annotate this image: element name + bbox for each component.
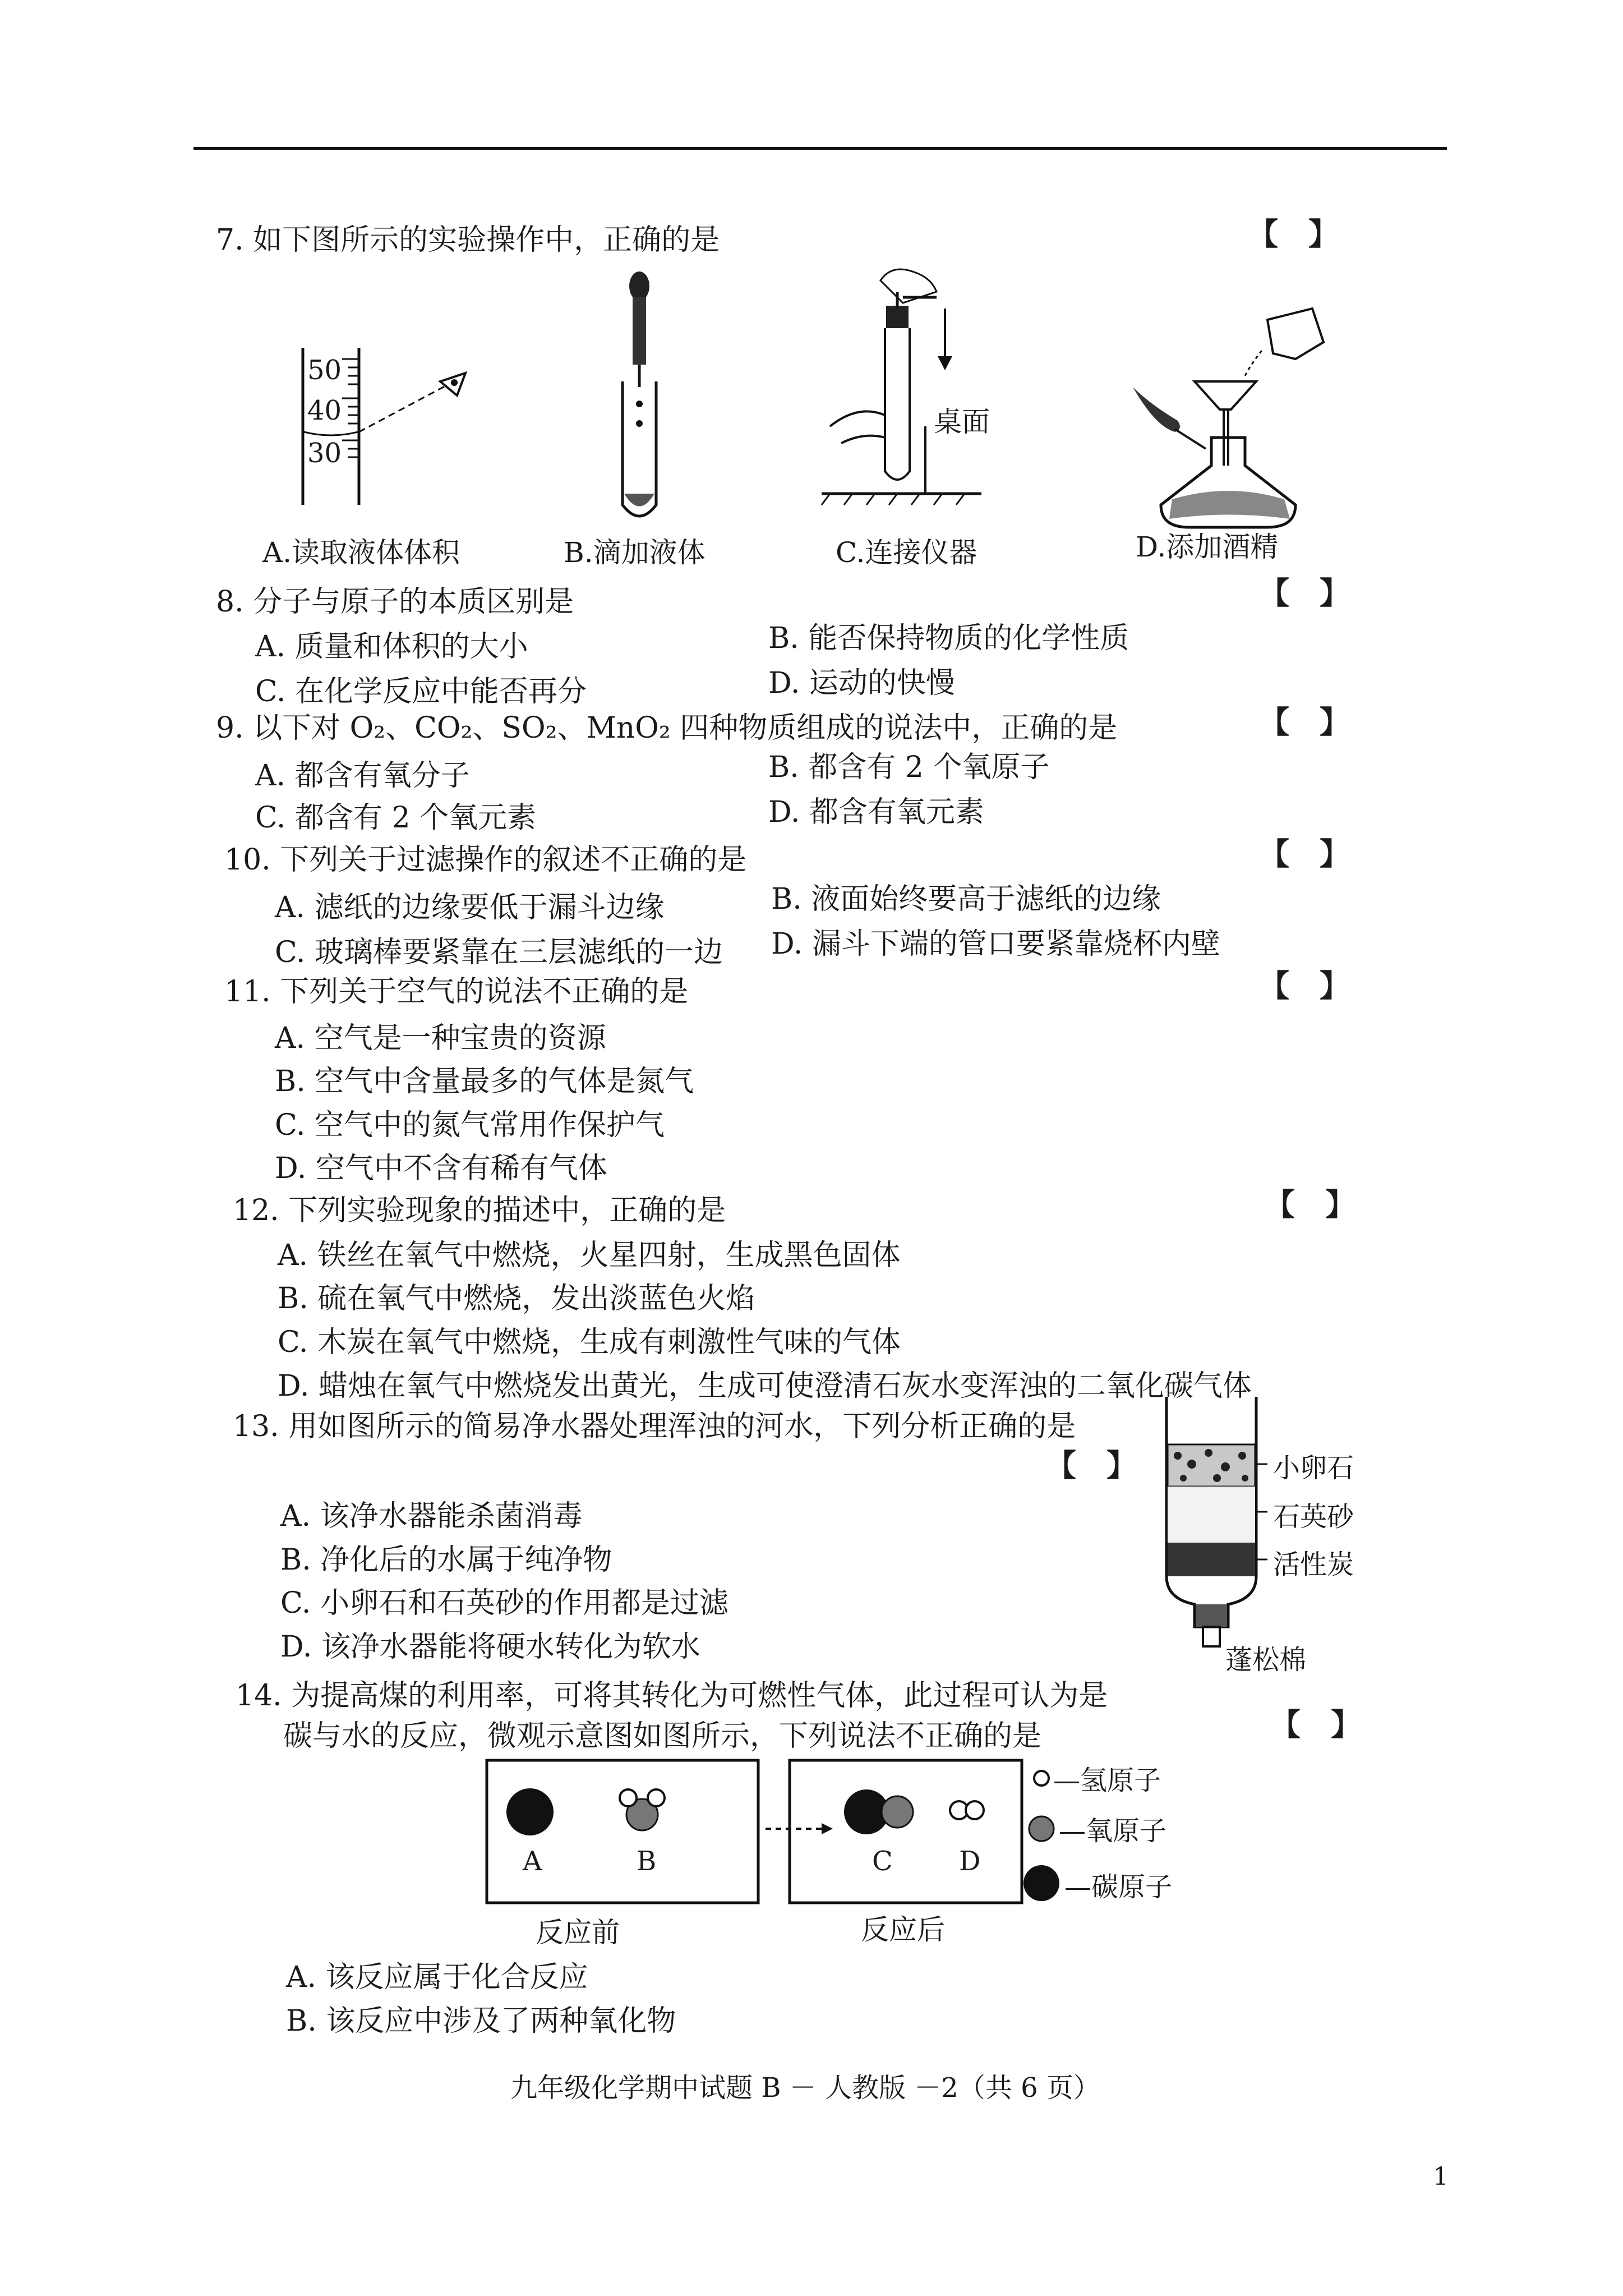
q12-option-b[interactable]: B. 硫在氧气中燃烧，发出淡蓝色火焰 <box>278 1282 755 1315</box>
page-number: 1 <box>1433 2162 1449 2191</box>
q14-option-a[interactable]: A. 该反应属于化合反应 <box>286 1961 588 1994</box>
q10-answer-bracket[interactable]: 【 】 <box>1259 836 1350 872</box>
q7-caption-d: D.添加酒精 <box>1136 531 1279 563</box>
q9-option-a[interactable]: A. 都含有氧分子 <box>255 759 470 793</box>
q14-answer-bracket[interactable]: 【 】 <box>1270 1706 1361 1742</box>
oxygen-atom-icon <box>1027 1815 1055 1843</box>
dropper-test-tube-figure <box>606 269 673 527</box>
purifier-label-quartz-sand: 石英砂 <box>1273 1501 1354 1533</box>
q7-stem: 7. 如下图所示的实验操作中，正确的是 <box>216 223 720 257</box>
q13-option-a[interactable]: A. 该净水器能杀菌消毒 <box>280 1499 583 1533</box>
label-after-reaction: 反应后 <box>861 1913 945 1946</box>
cylinder-mark-40: 40 <box>307 395 342 426</box>
q10-stem: 10. 下列关于过滤操作的叙述不正确的是 <box>224 843 747 877</box>
hydrogen-atom-icon <box>1032 1769 1051 1788</box>
q12-answer-bracket[interactable]: 【 】 <box>1265 1186 1355 1222</box>
q14-stem-line2: 碳与水的反应，微观示意图如图所示，下列说法不正确的是 <box>283 1719 1042 1753</box>
q7-caption-b: B.滴加液体 <box>564 536 706 569</box>
q14-stem-line1: 14. 为提高煤的利用率，可将其转化为可燃性气体，此过程可认为是 <box>236 1679 1108 1713</box>
cylinder-mark-30: 30 <box>307 438 342 469</box>
q10-option-d[interactable]: D. 漏斗下端的管口要紧靠烧杯内壁 <box>771 927 1220 961</box>
q13-option-c[interactable]: C. 小卵石和石英砂的作用都是过滤 <box>280 1586 728 1620</box>
cylinder-mark-50: 50 <box>307 355 342 386</box>
molecule-label-d: D <box>959 1846 981 1877</box>
q13-stem: 13. 用如图所示的简易净水器处理浑浊的河水，下列分析正确的是 <box>233 1410 1076 1443</box>
molecule-label-a: A <box>523 1846 542 1877</box>
molecule-label-c: C <box>872 1846 893 1877</box>
q8-answer-bracket[interactable]: 【 】 <box>1259 575 1350 611</box>
purifier-label-activated-carbon: 活性炭 <box>1273 1549 1354 1580</box>
molecule-label-b: B <box>637 1846 657 1877</box>
legend-oxygen: —氧原子 <box>1059 1815 1167 1847</box>
label-desk: 桌面 <box>934 406 990 438</box>
q12-option-d[interactable]: D. 蜡烛在氧气中燃烧发出黄光，生成可使澄清石灰水变浑浊的二氧化碳气体 <box>278 1369 1252 1403</box>
connect-apparatus-figure <box>819 258 987 527</box>
q11-option-a[interactable]: A. 空气是一种宝贵的资源 <box>275 1022 606 1055</box>
purifier-label-cotton: 蓬松棉 <box>1225 1644 1307 1676</box>
q8-option-d[interactable]: D. 运动的快慢 <box>768 666 955 700</box>
q8-stem: 8. 分子与原子的本质区别是 <box>216 585 574 619</box>
reaction-before-box <box>485 1759 760 1904</box>
q8-option-c[interactable]: C. 在化学反应中能否再分 <box>255 675 587 708</box>
q14-option-b[interactable]: B. 该反应中涉及了两种氧化物 <box>286 2004 676 2038</box>
alcohol-lamp-figure <box>1127 297 1340 539</box>
label-before-reaction: 反应前 <box>536 1916 620 1949</box>
q12-option-a[interactable]: A. 铁丝在氧气中燃烧，火星四射，生成黑色固体 <box>278 1239 901 1272</box>
q10-option-b[interactable]: B. 液面始终要高于滤纸的边缘 <box>771 882 1161 916</box>
q11-option-c[interactable]: C. 空气中的氮气常用作保护气 <box>275 1108 665 1142</box>
carbon-atom-icon <box>1022 1864 1061 1903</box>
q8-option-b[interactable]: B. 能否保持物质的化学性质 <box>768 622 1129 655</box>
q13-option-b[interactable]: B. 净化后的水属于纯净物 <box>280 1543 612 1577</box>
purifier-label-pebbles: 小卵石 <box>1273 1452 1354 1484</box>
q9-stem: 9. 以下对 O₂、CO₂、SO₂、MnO₂ 四种物质组成的说法中，正确的是 <box>216 711 1118 745</box>
q9-option-d[interactable]: D. 都含有氧元素 <box>768 795 984 829</box>
q13-option-d[interactable]: D. 该净水器能将硬水转化为软水 <box>280 1630 700 1664</box>
q12-stem: 12. 下列实验现象的描述中，正确的是 <box>233 1194 726 1227</box>
q10-option-a[interactable]: A. 滤纸的边缘要低于漏斗边缘 <box>275 891 665 924</box>
q8-option-a[interactable]: A. 质量和体积的大小 <box>255 630 528 664</box>
water-purifier-figure <box>1155 1397 1267 1660</box>
legend-hydrogen: —氢原子 <box>1053 1765 1161 1796</box>
q11-answer-bracket[interactable]: 【 】 <box>1259 968 1350 1004</box>
q9-option-b[interactable]: B. 都含有 2 个氧原子 <box>768 751 1050 784</box>
reaction-after-box <box>788 1759 1023 1904</box>
q13-answer-bracket[interactable]: 【 】 <box>1046 1447 1137 1483</box>
q10-option-c[interactable]: C. 玻璃棒要紧靠在三层滤纸的一边 <box>275 936 723 969</box>
legend-carbon: —碳原子 <box>1064 1871 1173 1903</box>
q11-stem: 11. 下列关于空气的说法不正确的是 <box>224 975 689 1009</box>
q12-option-c[interactable]: C. 木炭在氧气中燃烧，生成有刺激性气味的气体 <box>278 1326 901 1359</box>
q7-caption-c: C.连接仪器 <box>836 536 978 569</box>
top-rule <box>193 147 1447 150</box>
q9-option-c[interactable]: C. 都含有 2 个氧元素 <box>255 801 537 835</box>
q11-option-d[interactable]: D. 空气中不含有稀有气体 <box>275 1152 607 1185</box>
q7-answer-bracket[interactable]: 【 】 <box>1248 216 1339 252</box>
q9-answer-bracket[interactable]: 【 】 <box>1259 704 1350 740</box>
q7-caption-a: A.读取液体体积 <box>262 536 460 569</box>
page-footer: 九年级化学期中试题 B － 人教版 －2（共 6 页） <box>510 2072 1100 2104</box>
q11-option-b[interactable]: B. 空气中含量最多的气体是氮气 <box>275 1065 694 1098</box>
